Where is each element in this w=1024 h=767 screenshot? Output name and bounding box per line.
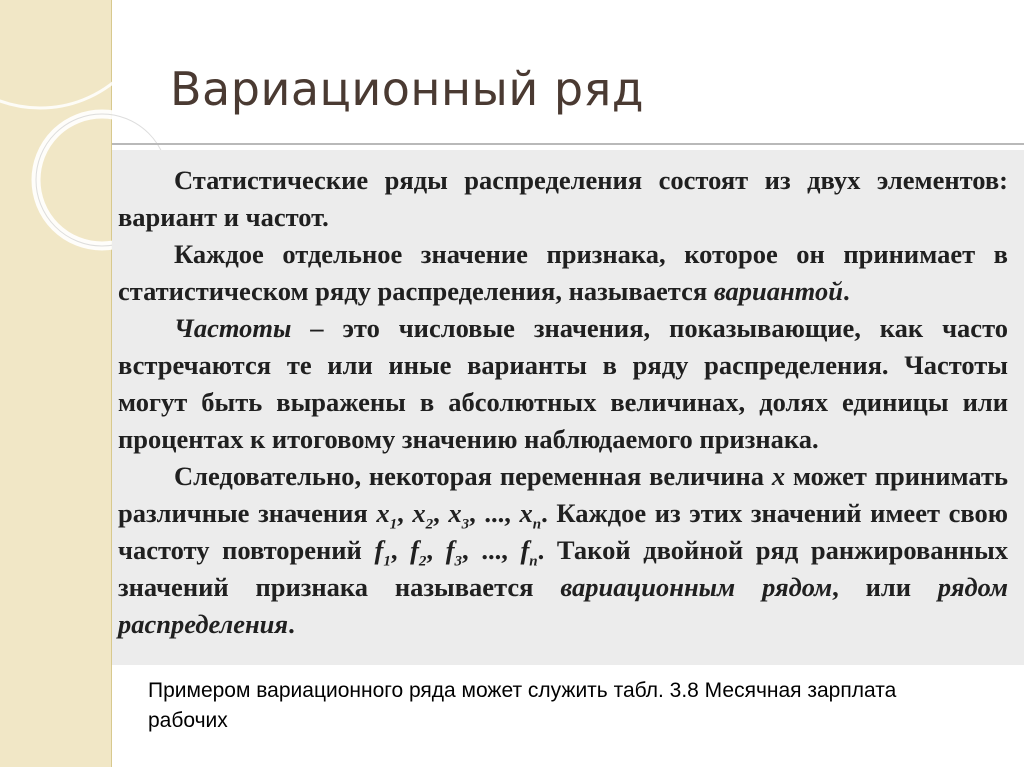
freq-f2 (410, 535, 427, 570)
separator: , (462, 535, 482, 565)
value-x3 (448, 498, 470, 533)
freq-f3 (445, 535, 463, 570)
freq-fn (520, 535, 538, 570)
separator: , (397, 498, 413, 528)
paragraph-frequencies (118, 310, 1008, 458)
freq-f1 (374, 535, 391, 570)
value-x2 (412, 498, 434, 533)
separator: , (504, 498, 520, 528)
freq-f3-letter: f (445, 535, 455, 565)
value-x2-letter: x (412, 498, 426, 528)
value-x1-letter: x (376, 498, 390, 528)
paragraph-elements-text: Статистические ряды распределения состоят из двух элементов: вариант и частот. (118, 165, 1008, 232)
paragraph-frequencies-text: – это числовые значения, показывающие, как часто встречаются те или иные варианты в ряду распределения. Частоты могут быть выражены в абсолютных величинах, долях единицы или процентах к итоговому значению наблюдаемого признака. (118, 313, 1008, 454)
freq-f2-index: 2 (418, 553, 427, 570)
value-x3-letter: x (448, 498, 462, 528)
decor-ring-large (0, 0, 158, 108)
term-variant: вариантой (713, 276, 843, 306)
ellipsis: ... (484, 498, 505, 528)
title-divider (112, 143, 1024, 145)
paragraph-series-or: , или (832, 572, 938, 602)
paragraph-elements (118, 162, 1008, 236)
freq-fn-letter: f (520, 535, 530, 565)
paragraph-series-start: Следовательно, некоторая переменная величина (174, 461, 772, 491)
scanned-textbook-excerpt (118, 162, 1008, 643)
paragraph-series-mid3: . Такой двойной ряд ранжированных значений признака называется (118, 535, 1009, 602)
separator: , (469, 498, 485, 528)
paragraph-series-mid1: может принимать различные значения (118, 461, 1008, 528)
term-frequencies: Частоты (174, 313, 292, 343)
separator: , (426, 535, 446, 565)
slide-title: Вариационный ряд (170, 62, 645, 116)
separator: , (501, 535, 521, 565)
freq-f1-letter: f (374, 535, 384, 565)
value-x1-index: 1 (389, 516, 398, 533)
paragraph-variant (118, 236, 1008, 310)
freq-f2-letter: f (410, 535, 419, 565)
freq-fn-index: n (529, 553, 538, 570)
separator: , (390, 535, 411, 565)
value-xn-letter: x (519, 498, 533, 528)
variable-x: x (771, 461, 786, 491)
freq-f3-index: 3 (454, 553, 463, 570)
term-distribution-series: рядом распределения (118, 572, 1009, 639)
paragraph-series-end: . (288, 609, 295, 639)
example-note: Примером вариационного ряда может служить табл. 3.8 Месячная зарплата рабочих (148, 679, 897, 732)
separator: , (433, 498, 449, 528)
freq-f1-index: 1 (383, 553, 391, 570)
value-x3-index: 3 (461, 516, 470, 533)
value-x1 (376, 498, 398, 533)
paragraph-variant-end: . (842, 276, 850, 306)
ellipsis: ... (481, 535, 502, 565)
value-x2-index: 2 (425, 516, 434, 533)
paragraph-series-mid2: . Каждое из этих значений имеет свою частоту повторений (118, 498, 1008, 565)
value-xn-index: n (532, 516, 542, 533)
value-xn (519, 498, 542, 533)
term-variation-series: вариационным рядом (560, 572, 833, 602)
paragraph-variation-series (118, 458, 1008, 643)
paragraph-variant-text: Каждое отдельное значение признака, которое он принимает в статистическом ряду распределения, называется (118, 239, 1008, 306)
